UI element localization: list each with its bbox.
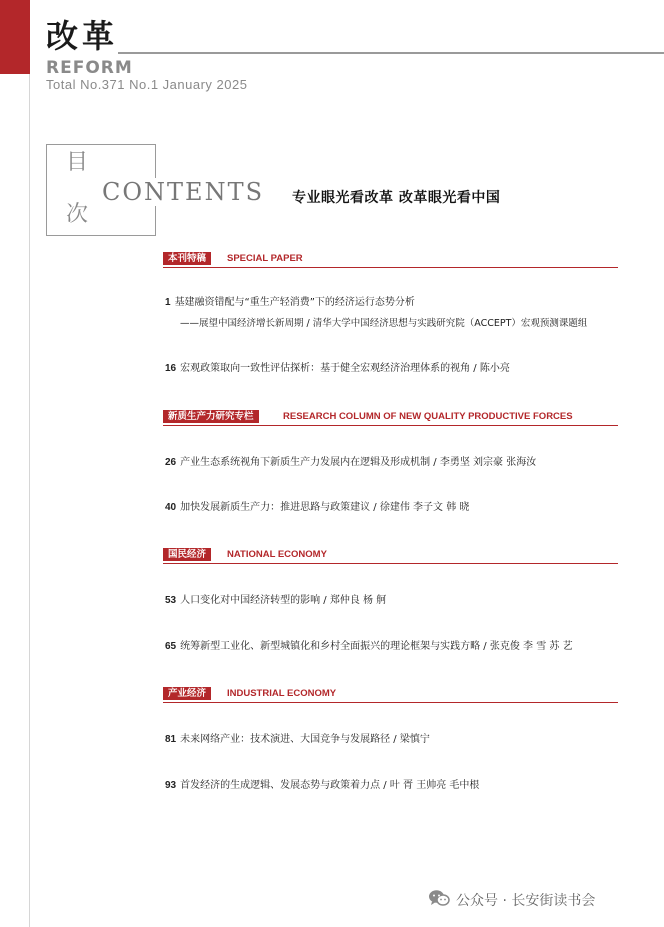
section-label-cn: 新质生产力研究专栏 — [163, 410, 259, 423]
toc-entry[interactable] — [165, 733, 430, 747]
header-accent-block — [0, 0, 30, 74]
page-margin-rule — [29, 74, 30, 927]
page-number: 53 — [165, 595, 177, 606]
entry-title: 人口变化对中国经济转型的影响 / 郑仲良 杨 舸 — [180, 595, 387, 606]
section-label-en: INDUSTRIAL ECONOMY — [227, 688, 337, 699]
section-header-special-paper — [163, 251, 618, 268]
page-number: 65 — [165, 641, 177, 652]
section-label-en: RESEARCH COLUMN OF NEW QUALITY PRODUCTIVE FORCES — [283, 411, 573, 422]
header-rule — [118, 52, 664, 54]
toc-entry[interactable] — [165, 594, 386, 608]
wechat-icon — [428, 889, 450, 913]
section-header-new-quality-productive-forces — [163, 409, 618, 426]
entry-subtitle: ——展望中国经济增长新周期 / 清华大学中国经济思想与实践研究院（ACCEPT）宏观预测课题组 — [180, 318, 588, 329]
toc-entry[interactable] — [165, 456, 536, 470]
section-label-en: SPECIAL PAPER — [227, 253, 303, 264]
entry-title: 首发经济的生成逻辑、发展态势与政策着力点 / 叶 胥 王帅亮 毛中根 — [180, 780, 480, 791]
magazine-title-cn: 改革 — [46, 17, 119, 55]
page-number: 40 — [165, 502, 177, 513]
section-label-en: NATIONAL ECONOMY — [227, 549, 327, 560]
section-label-cn: 产业经济 — [163, 687, 211, 700]
entry-title: 基建融资错配与“重生产轻消费”下的经济运行态势分析 — [174, 297, 415, 308]
entry-title: 宏观政策取向一致性评估探析：基于健全宏观经济治理体系的视角 / 陈小亮 — [180, 363, 510, 374]
entry-title: 未来网络产业：技术演进、大国竞争与发展路径 / 梁慎宁 — [180, 734, 430, 745]
toc-entry[interactable] — [165, 501, 469, 515]
section-label-cn: 本刊特稿 — [163, 252, 211, 265]
issue-info: Total No.371 No.1 January 2025 — [46, 77, 248, 92]
contents-label-cn-2: 次 — [66, 202, 89, 227]
page-number: 93 — [165, 780, 177, 791]
entry-title: 加快发展新质生产力：推进思路与政策建议 / 徐建伟 李子文 韩 晓 — [180, 502, 470, 513]
contents-label-en: CONTENTS — [102, 178, 265, 206]
section-header-industrial-economy — [163, 686, 618, 703]
wechat-account-watermark — [428, 889, 595, 913]
page-number: 81 — [165, 734, 177, 745]
section-header-national-economy — [163, 547, 618, 564]
entry-title: 统筹新型工业化、新型城镇化和乡村全面振兴的理论框架与实践方略 / 张克俊 李 雪 苏 艺 — [180, 641, 573, 652]
slogan: 专业眼光看改革 改革眼光看中国 — [292, 190, 501, 206]
magazine-title-en: REFORM — [46, 58, 133, 78]
toc-entry[interactable] — [165, 296, 415, 310]
page-number: 1 — [165, 297, 171, 308]
section-label-cn: 国民经济 — [163, 548, 211, 561]
page-number: 26 — [165, 457, 177, 468]
watermark-text: 公众号 · 长安街读书会 — [456, 893, 596, 909]
toc-entry[interactable] — [165, 640, 573, 654]
toc-entry[interactable] — [165, 779, 479, 793]
page-number: 16 — [165, 363, 177, 374]
entry-title: 产业生态系统视角下新质生产力发展内在逻辑及形成机制 / 李勇坚 刘宗豪 张海汝 — [180, 457, 537, 468]
contents-label-cn-1: 目 — [66, 150, 89, 175]
toc-entry[interactable] — [165, 362, 510, 376]
